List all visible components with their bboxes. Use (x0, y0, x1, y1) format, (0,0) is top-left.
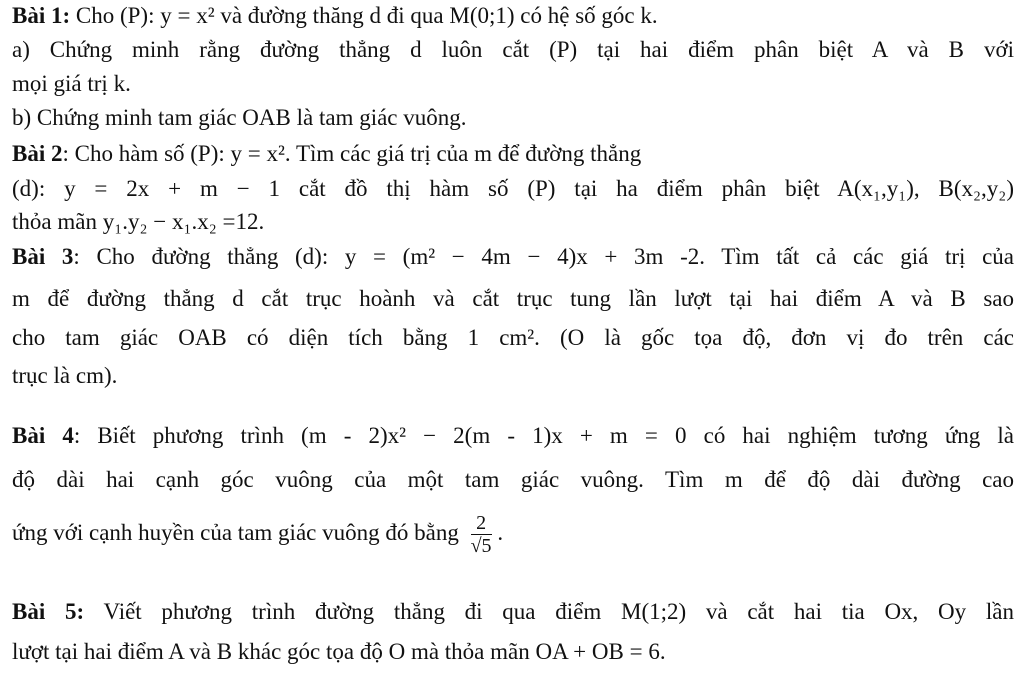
problem-2-title: Bài 2 (12, 141, 63, 166)
problem-2-line-2 (12, 175, 1014, 203)
problem-5-line-1 (12, 598, 1014, 626)
fraction-denominator: √5 (470, 535, 492, 558)
problem-2-statement: : Cho hàm số (P): y = x². Tìm các giá trị của m để đường thẳng (62, 141, 642, 166)
fraction-numerator: 2 (471, 512, 492, 535)
problem-3-text-2: m để đường thẳng d cắt trục hoành và cắt trục tung lần lượt tại hai điểm A và B sao (12, 286, 1014, 311)
problem-4-text-2: độ dài hai cạnh góc vuông của một tam giác vuông. Tìm m để độ dài đường cao (12, 467, 1014, 492)
problem-1-line-2 (12, 36, 1014, 64)
problem-5-title: Bài 5: (12, 599, 85, 624)
problem-2-line-3 (12, 208, 1014, 236)
problem-3-statement: : Cho đường thẳng (d): y = (m² − 4m − 4)x + 3m -2. Tìm tất cả các giá trị của (73, 244, 1015, 269)
problem-5-line-2 (12, 638, 1014, 666)
problem-1-title: Bài 1: (12, 3, 71, 28)
problem-3-line-3 (12, 324, 1014, 352)
problem-1-line-3 (12, 70, 1014, 98)
problem-1-line-4 (12, 104, 1014, 132)
problem-4-statement: : Biết phương trình (m - 2)x² − 2(m - 1)x + m = 0 có hai nghiệm tương ứng là (73, 423, 1014, 448)
problem-1-part-a-cont: mọi giá trị k. (12, 71, 131, 96)
problem-1-part-a: a) Chứng minh rằng đường thẳng d luôn cắt (P) tại hai điểm phân biệt A và B với (12, 37, 1014, 62)
problem-4-text-3: ứng với cạnh huyền của tam giác vuông đó bằng (12, 520, 459, 545)
problem-5-statement: Viết phương trình đường thẳng đi qua điểm M(1;2) và cắt hai tia Ox, Oy lần (103, 599, 1014, 624)
problem-2-condition: thỏa mãn y₁.y₂ − x₁.x₂ =12. (12, 209, 265, 234)
problem-2-line-1 (12, 140, 1014, 168)
problem-4-line-1 (12, 422, 1014, 450)
problem-4-period: . (497, 520, 504, 545)
problem-3-title: Bài 3 (12, 244, 74, 269)
problem-1-part-b: b) Chứng minh tam giác OAB là tam giác vuông. (12, 105, 467, 130)
fraction-two-over-sqrt5 (471, 512, 492, 557)
problem-5-text-2: lượt tại hai điểm A và B khác góc tọa độ O mà thỏa mãn OA + OB = 6. (12, 639, 666, 664)
problem-3-line-1 (12, 243, 1014, 271)
problem-2-line-d: (d): y = 2x + m − 1 cắt đồ thị hàm số (P) tại ha điểm phân biệt A(x₁,y₁), B(x₂,y₂) (12, 176, 1014, 201)
problem-3-text-3: cho tam giác OAB có diện tích bằng 1 cm². (O là gốc tọa độ, đơn vị đo trên các (12, 325, 1014, 350)
problem-1-statement: Cho (P): y = x² và đường thăng d đi qua M(0;1) có hệ số góc k. (75, 3, 658, 28)
problem-1-line-1 (12, 2, 1014, 30)
problem-3-text-4: trục là cm). (12, 363, 118, 388)
problem-3-line-2 (12, 285, 1014, 313)
problem-4-line-2 (12, 466, 1014, 494)
problem-3-line-4 (12, 362, 1014, 390)
problem-4-title: Bài 4 (12, 423, 74, 448)
problem-4-line-3 (12, 508, 1014, 558)
